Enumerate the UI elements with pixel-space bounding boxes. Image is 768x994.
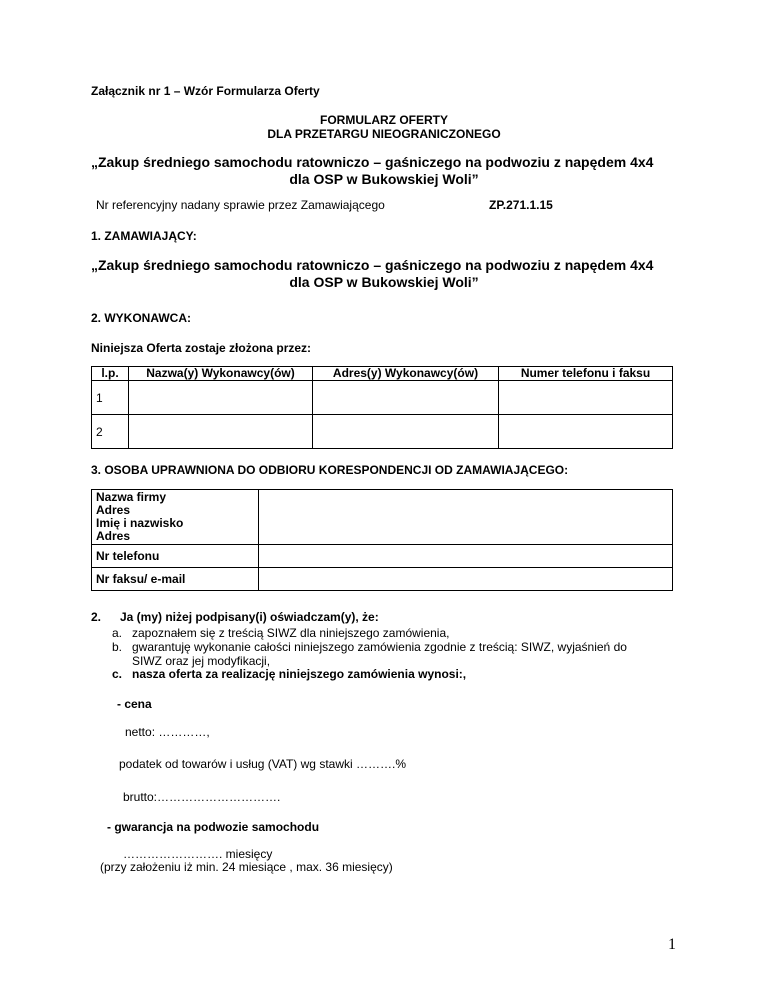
- phone-value[interactable]: [259, 545, 673, 568]
- contractor-name-cell[interactable]: [129, 381, 313, 415]
- contractors-table-header: [92, 367, 673, 381]
- warranty-months[interactable]: ……………………. miesięcy: [123, 847, 273, 861]
- declaration-heading: Ja (my) niżej podpisany(i) oświadczam(y), że:: [120, 610, 379, 624]
- section1-subject-line1: „Zakup średniego samochodu ratowniczo – gaśniczego na podwoziu z napędem 4x4: [91, 257, 654, 273]
- warranty-heading: - gwarancja na podwozie samochodu: [107, 820, 320, 834]
- contractor-phone-cell[interactable]: [499, 381, 673, 415]
- col-contractor-name: Nazwa(y) Wykonawcy(ów): [129, 367, 313, 381]
- section3-heading: 3. OSOBA UPRAWNIONA DO ODBIORU KORESPONDENCJI OD ZAMAWIAJĄCEGO:: [91, 463, 569, 477]
- row-number: 1: [92, 381, 129, 415]
- table-row: [92, 415, 673, 449]
- address-label: Adres: [96, 503, 131, 517]
- contractors-table: [91, 366, 673, 449]
- declaration-number: 2.: [91, 610, 102, 624]
- reference-value: ZP.271.1.15: [489, 198, 553, 212]
- contact-row-phone: [92, 545, 673, 568]
- subject-line2: dla OSP w Bukowskiej Woli”: [289, 171, 479, 187]
- section1-subject-line2: dla OSP w Bukowskiej Woli”: [289, 274, 479, 290]
- reference-label: Nr referencyjny nadany sprawie przez Zamawiającego: [96, 198, 385, 212]
- section1-heading: 1. ZAMAWIAJĄCY:: [91, 229, 197, 243]
- company-name-label: Nazwa firmy: [96, 490, 167, 504]
- full-name-label: Imię i nazwisko: [96, 516, 184, 530]
- declaration-b-text2: SIWZ oraz jej modyfikacji,: [132, 654, 271, 668]
- row-number: 2: [92, 415, 129, 449]
- price-net[interactable]: netto: …………,: [125, 725, 210, 739]
- form-title-line2: DLA PRZETARGU NIEOGRANICZONEGO: [267, 127, 501, 141]
- declaration-b-letter: b.: [112, 640, 123, 654]
- col-phone-fax: Numer telefonu i faksu: [499, 367, 673, 381]
- phone-label: Nr telefonu: [92, 545, 259, 568]
- section2-heading: 2. WYKONAWCA:: [91, 311, 191, 325]
- contact-table: [91, 489, 673, 591]
- declaration-a-text: zapoznałem się z treścią SIWZ dla niniejszego zamówienia,: [132, 626, 450, 640]
- subject-line1: „Zakup średniego samochodu ratowniczo – gaśniczego na podwoziu z napędem 4x4: [91, 154, 654, 170]
- warranty-note: (przy założeniu iż min. 24 miesiące , max. 36 miesięcy): [100, 860, 393, 874]
- declaration-a-letter: a.: [112, 626, 123, 640]
- price-vat[interactable]: podatek od towarów i usług (VAT) wg stawki ……….%: [119, 757, 406, 771]
- form-title-line1: FORMULARZ OFERTY: [320, 113, 448, 127]
- fax-email-label: Nr faksu/ e-mail: [92, 568, 259, 591]
- declaration-b-text: gwarantuję wykonanie całości niniejszego zamówienia zgodnie z treścią: SIWZ, wyjaśnień do: [132, 640, 627, 654]
- contact-row-company: [92, 490, 673, 545]
- fax-email-value[interactable]: [259, 568, 673, 591]
- address-label-2: Adres: [96, 529, 131, 543]
- contractor-name-cell[interactable]: [129, 415, 313, 449]
- section2-intro: Niniejsza Oferta zostaje złożona przez:: [91, 341, 312, 355]
- contact-row-fax-email: [92, 568, 673, 591]
- col-contractor-address: Adres(y) Wykonawcy(ów): [313, 367, 499, 381]
- contractor-phone-cell[interactable]: [499, 415, 673, 449]
- price-heading: - cena: [117, 697, 152, 711]
- contractor-address-cell[interactable]: [313, 381, 499, 415]
- page-number: 1: [668, 936, 676, 953]
- table-row: [92, 381, 673, 415]
- annex-title: Załącznik nr 1 – Wzór Formularza Oferty: [91, 84, 320, 98]
- contractor-address-cell[interactable]: [313, 415, 499, 449]
- col-lp: l.p.: [92, 367, 129, 381]
- contact-company-label: [92, 490, 259, 545]
- contact-company-value[interactable]: [259, 490, 673, 545]
- price-gross[interactable]: brutto:………………………….: [123, 790, 281, 804]
- declaration-c-text: nasza oferta za realizację niniejszego zamówienia wynosi:,: [132, 667, 467, 681]
- declaration-c-letter: c.: [112, 667, 123, 681]
